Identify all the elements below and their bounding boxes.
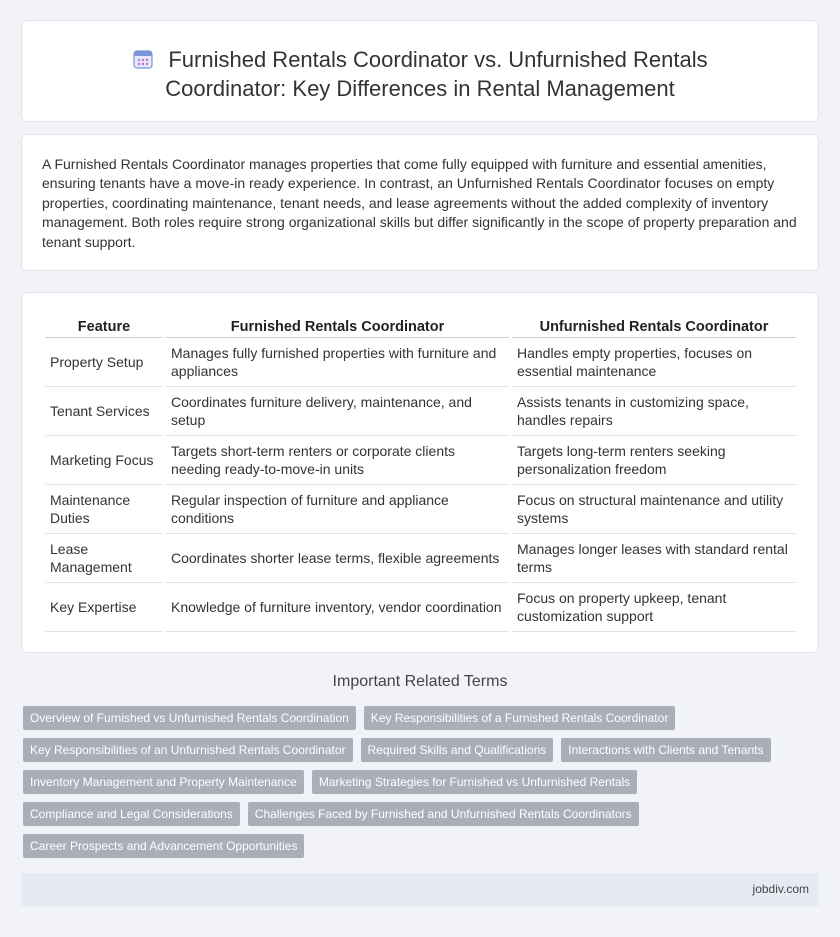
related-term-tag[interactable]: Interactions with Clients and Tenants: [561, 738, 770, 762]
calendar-icon: [132, 48, 154, 70]
related-term-tag[interactable]: Career Prospects and Advancement Opportunities: [23, 834, 304, 858]
cell-feature: Lease Management: [45, 534, 163, 583]
cell-feature: Property Setup: [45, 338, 163, 387]
cell-unfurnished: Manages longer leases with standard rental terms: [512, 534, 796, 583]
table-row: [45, 436, 796, 485]
cell-furnished: Coordinates furniture delivery, maintenance, and setup: [166, 387, 509, 436]
table-row: [45, 534, 796, 583]
cell-feature: Key Expertise: [45, 583, 163, 632]
cell-furnished: Knowledge of furniture inventory, vendor coordination: [166, 583, 509, 632]
cell-unfurnished: Handles empty properties, focuses on essential maintenance: [512, 338, 796, 387]
title-line-1: Furnished Rentals Coordinator vs. Unfurnished Rentals: [168, 47, 708, 72]
comparison-table: [42, 315, 799, 632]
tag-row: [23, 738, 823, 762]
related-term-tag[interactable]: Challenges Faced by Furnished and Unfurnished Rentals Coordinators: [248, 802, 639, 826]
table-row: [45, 485, 796, 534]
tag-row: [23, 834, 823, 858]
related-term-tag[interactable]: Overview of Furnished vs Unfurnished Rentals Coordination: [23, 706, 356, 730]
cell-feature: Marketing Focus: [45, 436, 163, 485]
title-card: [21, 20, 819, 122]
tag-row: [23, 770, 823, 794]
related-term-tag[interactable]: Required Skills and Qualifications: [361, 738, 554, 762]
cell-furnished: Manages fully furnished properties with furniture and appliances: [166, 338, 509, 387]
table-row: [45, 338, 796, 387]
footer: [21, 873, 819, 906]
table-header-row: [45, 315, 796, 338]
cell-unfurnished: Targets long-term renters seeking personalization freedom: [512, 436, 796, 485]
cell-furnished: Regular inspection of furniture and appliance conditions: [166, 485, 509, 534]
related-term-tag[interactable]: Marketing Strategies for Furnished vs Unfurnished Rentals: [312, 770, 637, 794]
page-title: [22, 45, 818, 103]
cell-furnished: Targets short-term renters or corporate clients needing ready-to-move-in units: [166, 436, 509, 485]
intro-card: [21, 134, 819, 271]
tag-row: [23, 706, 823, 730]
intro-paragraph: A Furnished Rentals Coordinator manages properties that come fully equipped with furniture and essential amenities, ensuring tenants have a move-in ready experience. In contrast, an Unfurnished Rentals Coordinator focuses on empty properties, coordinating maintenance, tenant needs, and lease agreements without the added complexity of inventory management. Both roles require strong organizational skills but differ significantly in the scope of property preparation and tenant support.: [42, 156, 797, 250]
related-terms-heading: Important Related Terms: [332, 673, 508, 690]
title-line-2: Coordinator: Key Differences in Rental Management: [165, 76, 675, 101]
cell-unfurnished: Assists tenants in customizing space, handles repairs: [512, 387, 796, 436]
related-term-tag[interactable]: Compliance and Legal Considerations: [23, 802, 240, 826]
cell-unfurnished: Focus on property upkeep, tenant customization support: [512, 583, 796, 632]
cell-unfurnished: Focus on structural maintenance and utility systems: [512, 485, 796, 534]
cell-furnished: Coordinates shorter lease terms, flexible agreements: [166, 534, 509, 583]
header-furnished: Furnished Rentals Coordinator: [166, 315, 509, 338]
table-row: [45, 583, 796, 632]
table-row: [45, 387, 796, 436]
header-feature: Feature: [45, 315, 163, 338]
related-term-tag[interactable]: Key Responsibilities of an Unfurnished Rentals Coordinator: [23, 738, 353, 762]
related-terms-list: [23, 706, 823, 866]
related-term-tag[interactable]: Inventory Management and Property Maintenance: [23, 770, 304, 794]
tag-row: [23, 802, 823, 826]
comparison-card: [21, 292, 819, 653]
cell-feature: Maintenance Duties: [45, 485, 163, 534]
header-unfurnished: Unfurnished Rentals Coordinator: [512, 315, 796, 338]
cell-feature: Tenant Services: [45, 387, 163, 436]
related-term-tag[interactable]: Key Responsibilities of a Furnished Rentals Coordinator: [364, 706, 676, 730]
footer-site-link[interactable]: jobdiv.com: [752, 882, 809, 896]
